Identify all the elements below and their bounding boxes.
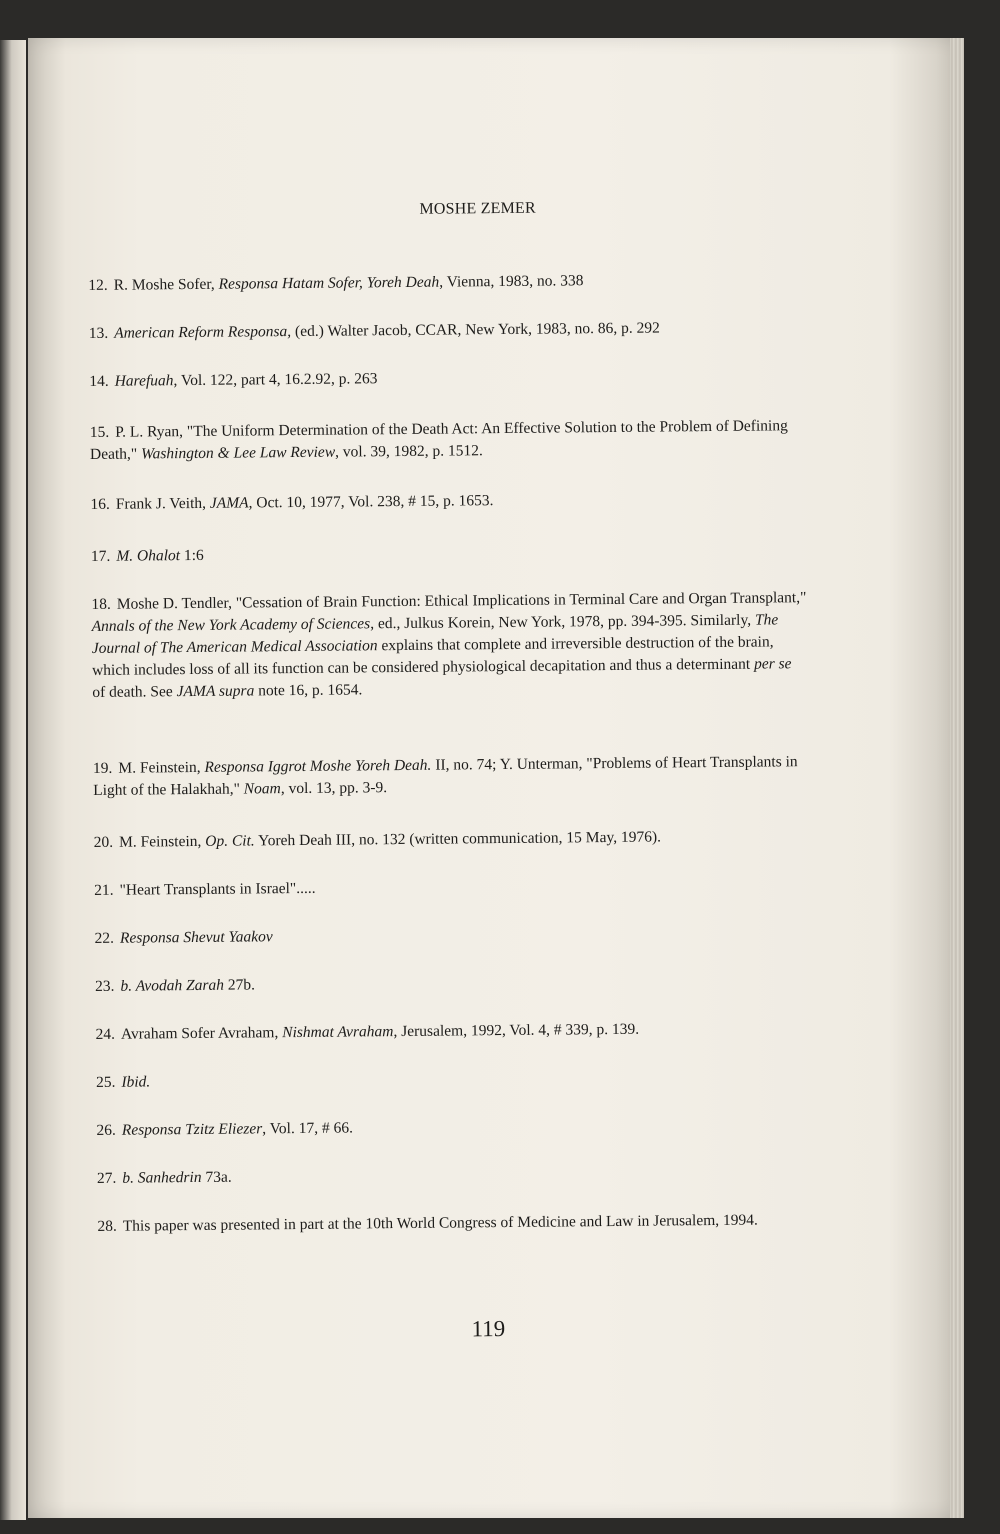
endnote [88, 268, 803, 297]
endnote-italic-title: The Journal of The American Medical Association [91, 611, 779, 657]
endnote-number: 14. [89, 372, 109, 390]
endnote [97, 1161, 812, 1190]
endnote-text: M. Feinstein, [118, 758, 205, 777]
endnote-number: 20. [93, 833, 114, 851]
endnote [91, 587, 807, 704]
endnote-number: 15. [89, 423, 110, 441]
endnote [91, 539, 806, 568]
endnote-number: 23. [95, 977, 115, 995]
endnote-italic-title: JAMA [209, 494, 249, 512]
endnote-number: 26. [96, 1121, 116, 1139]
endnote-text: "Heart Transplants in Israel"..... [119, 879, 316, 899]
endnote-text: P. L. Ryan, "The Uniform Determination of the Death Act: An Effective Solution to the Problem of Defining Death," [89, 417, 788, 463]
page-content [86, 31, 826, 1342]
endnote-text: , Oct. 10, 1977, Vol. 238, # 15, p. 1653. [248, 492, 494, 512]
endnote-italic-title: Op. Cit. [205, 832, 255, 850]
endnote-italic-title: American Reform Responsa, [114, 323, 292, 342]
endnote-text: , Vienna, 1983, no. 338 [439, 272, 584, 291]
endnote-number: 19. [92, 759, 113, 777]
endnote-italic-title: Nishmat Avraham [282, 1023, 394, 1042]
endnote-italic-title: JAMA supra [176, 682, 255, 701]
endnote-number: 16. [90, 495, 110, 513]
endnote-text: , vol. 13, pp. 3-9. [280, 779, 388, 798]
endnote-text: note 16, p. 1654. [254, 681, 363, 700]
endnote-number: 13. [88, 324, 109, 342]
endnote-text: of death. See [92, 683, 177, 701]
endnote-text: Frank J. Veith, [115, 494, 210, 513]
endnote-text: R. Moshe Sofer, [113, 275, 219, 294]
page-stack-edge [950, 38, 964, 1518]
endnote-text: Moshe D. Tendler, "Cessation of Brain Function: Ethical Implications in Terminal Care and Organ Transplant," [116, 589, 807, 613]
endnote-italic-title: Ibid. [121, 1073, 151, 1091]
endnote-number: 28. [97, 1217, 117, 1235]
endnote [93, 751, 808, 802]
endnote-italic-title: Noam [243, 780, 281, 798]
endnote-text: M. Feinstein, [119, 832, 206, 851]
endnote-number: 25. [95, 1073, 116, 1091]
endnote-text: (ed.) Walter Jacob, CCAR, New York, 1983, no. 86, p. 292 [291, 319, 660, 341]
endnote-text: Yoreh Deah III, no. 132 (written communication, 15 May, 1976). [254, 828, 662, 850]
endnote-text: , Jerusalem, 1992, Vol. 4, # 339, p. 139. [393, 1020, 640, 1041]
endnote-text: explains that complete and irreversible destruction of the brain, which includes loss of all its function can be considered physiological decapitation and thus a determinant [91, 633, 774, 679]
endnote-italic-title: Responsa Iggrot Moshe Yoreh Deah. [204, 756, 432, 776]
endnote [95, 921, 810, 950]
endnote [96, 1113, 811, 1142]
endnote [90, 415, 805, 466]
endnote-number: 12. [88, 276, 108, 294]
endnote-italic-title: Washington & Lee Law Review [141, 443, 336, 463]
endnote-number: 27. [96, 1169, 117, 1187]
endnote-number: 24. [95, 1025, 116, 1043]
previous-page-edge [0, 40, 26, 1520]
endnote-text: Avraham Sofer Avraham, [120, 1024, 283, 1043]
endnote-italic-title: Annals of the New York Academy of Sciences [91, 615, 371, 635]
page-number: 119 [471, 1316, 506, 1342]
running-head: MOSHE ZEMER [419, 199, 536, 218]
endnote-italic-title: b. Sanhedrin [122, 1168, 202, 1187]
endnote [95, 1017, 810, 1046]
endnote [95, 969, 810, 998]
page [28, 38, 964, 1518]
endnote-text: 73a. [201, 1168, 232, 1186]
endnote-italic-title: per se [753, 655, 792, 673]
endnote [89, 316, 804, 345]
endnote [94, 873, 809, 902]
endnote [96, 1065, 811, 1094]
endnote-text: , Vol. 122, part 4, 16.2.92, p. 263 [173, 370, 378, 390]
endnote [97, 1209, 812, 1238]
endnote [94, 825, 809, 854]
endnote-text: , vol. 39, 1982, p. 1512. [335, 442, 483, 461]
endnote-italic-title: Responsa Tzitz Eliezer [121, 1120, 263, 1139]
endnote-number: 21. [94, 881, 114, 899]
endnote-number: 17. [90, 547, 111, 565]
endnote-text: , ed., Julkus Korein, New York, 1978, pp. 394-395. Similarly, [370, 611, 755, 633]
endnote [89, 364, 804, 393]
endnote-italic-title: Responsa Shevut Yaakov [119, 928, 273, 947]
endnote-text: This paper was presented in part at the 10th World Congress of Medicine and Law in Jerusalem, 1994. [122, 1211, 758, 1235]
endnote-italic-title: b. Avodah Zarah [120, 976, 225, 995]
endnote-number: 22. [94, 929, 115, 947]
endnote [90, 487, 805, 516]
endnote-text: , Vol. 17, # 66. [262, 1119, 354, 1138]
endnote-text: 27b. [223, 976, 256, 994]
endnote-text: II, no. 74; Y. Unterman, "Problems of Heart Transplants in Light of the Halakhah," [93, 753, 798, 799]
endnote-text: 1:6 [179, 546, 204, 565]
endnote-italic-title: Responsa Hatam Sofer, Yoreh Deah [218, 273, 440, 293]
endnote-number: 18. [91, 595, 111, 613]
endnote-italic-title: M. Ohalot [116, 547, 181, 565]
endnote-italic-title: Harefuah [114, 372, 174, 390]
